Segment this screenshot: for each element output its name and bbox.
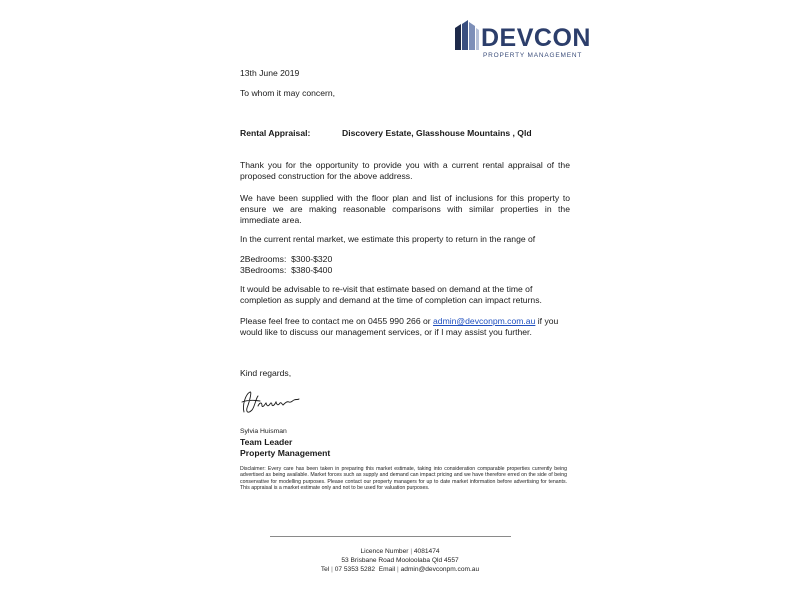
range-2bed-value: $300-$320 xyxy=(291,254,333,264)
tel-label: Tel xyxy=(320,566,330,573)
signer-name: Sylvia Huisman xyxy=(240,428,287,435)
devcon-logo xyxy=(455,20,590,62)
building-logo-icon xyxy=(455,20,479,50)
letter-date: 13th June 2019 xyxy=(240,68,300,78)
handwritten-signature xyxy=(238,388,300,418)
range-3bed-label: 3Bedrooms: xyxy=(240,265,287,275)
signer-title: Team Leader xyxy=(240,437,293,447)
paragraph-estimate: In the current rental market, we estimate this property to return in the range of xyxy=(240,234,536,244)
range-2bed-label: 2Bedrooms: xyxy=(240,254,287,264)
footer-email[interactable]: admin@devconpm.com.au xyxy=(400,566,480,573)
range-row-3bed xyxy=(240,265,570,276)
contact-email-link[interactable]: admin@devconpm.com.au xyxy=(433,316,536,326)
subject-value: Discovery Estate, Glasshouse Mountains , Qld xyxy=(342,128,532,138)
paragraph-intro: Thank you for the opportunity to provide you with a current rental appraisal of the proposed construction for the above address. xyxy=(240,160,570,182)
licence-label: Licence Number xyxy=(360,548,409,555)
logo-tagline: PROPERTY MANAGEMENT xyxy=(483,52,583,59)
paragraph-inclusions: We have been supplied with the floor plan and list of inclusions for this property to ensure we are making reasonable comparisons with similar properties in the immediate area. xyxy=(240,193,570,226)
paragraph-revisit: It would be advisable to re-visit that estimate based on demand at the time of completion as supply and demand at the time of completion can impact returns. xyxy=(240,284,542,306)
licence-number: 4081474 xyxy=(413,548,440,555)
footer-contact: Tel | 07 5353 5282 Email | admin@devconpm.com.au xyxy=(320,566,480,573)
salutation: To whom it may concern, xyxy=(240,88,336,98)
email-label: Email xyxy=(378,566,396,573)
footer-divider xyxy=(270,536,511,537)
range-row-2bed xyxy=(240,254,570,265)
closing: Kind regards, xyxy=(240,368,292,378)
footer-licence: Licence Number | 4081474 xyxy=(360,548,440,555)
tel-number: 07 5353 5282 xyxy=(334,566,376,573)
disclaimer-text: Disclaimer: Every care has been taken in preparing this market estimate, taking into consideration comparable properties currently being advertised as being available. Market forces such as supply and demand can impact pricing and we have therefore erred on the side of being conservative for modelling purposes. Please contact our property managers for up to date market information before advertising for tenants. This appraisal is a market estimate only and not to be used for valuation purposes. xyxy=(240,466,567,492)
subject-label: Rental Appraisal: xyxy=(240,128,311,138)
footer-address: 53 Brisbane Road Mooloolaba Qld 4557 xyxy=(341,557,459,564)
contact-text-post: if you would like to discuss our management services, or if I may assist you further. xyxy=(240,316,559,338)
range-3bed-value: $380-$400 xyxy=(291,265,333,275)
contact-text-pre: Please feel free to contact me on 0455 990 266 or xyxy=(240,316,434,326)
paragraph-contact xyxy=(240,316,570,338)
signer-department: Property Management xyxy=(240,448,331,458)
logo-wordmark: DEVCON xyxy=(481,24,591,52)
